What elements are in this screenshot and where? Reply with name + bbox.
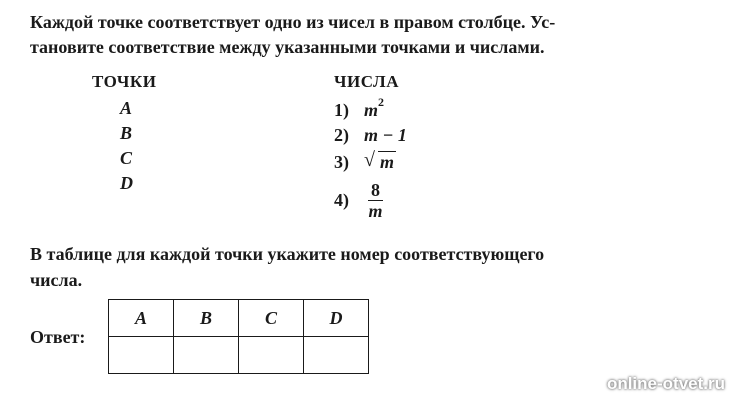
- fraction-expression: [368, 180, 383, 221]
- answer-cell-a[interactable]: [109, 337, 174, 374]
- task-intro: [30, 10, 710, 60]
- number-base-1: m: [364, 100, 379, 120]
- answer-header-d: D: [304, 300, 369, 337]
- answer-header-c: C: [239, 300, 304, 337]
- number-option-4: [334, 180, 383, 221]
- answer-label: Ответ:: [30, 327, 86, 347]
- number-option-3: [334, 149, 396, 173]
- answer-input-row: [109, 337, 369, 374]
- points-header: ТОЧКИ: [92, 72, 157, 91]
- radical-sign-icon: √: [364, 149, 375, 171]
- number-radicand-3: m: [380, 152, 395, 172]
- answer-table: [108, 299, 369, 374]
- number-option-1: [334, 95, 385, 121]
- answer-header-a: A: [109, 300, 174, 337]
- instruction-line-1: В таблице для каждой точки укажите номер соответствующего: [30, 244, 545, 264]
- point-b: B: [120, 123, 133, 143]
- number-index-2: 2): [334, 125, 349, 145]
- task-instruction: [30, 241, 710, 293]
- intro-line-1: Каждой точке соответствует одно из чисел в правом столбце. Ус-: [30, 12, 556, 32]
- numbers-header: ЧИСЛА: [334, 72, 399, 91]
- intro-line-2: тановите соответствие между указанными точками и числами.: [30, 37, 545, 57]
- number-index-3: 3): [334, 152, 349, 172]
- sqrt-expression: [364, 149, 396, 173]
- answer-cell-c[interactable]: [239, 337, 304, 374]
- answer-cell-d[interactable]: [304, 337, 369, 374]
- number-expr-2: m − 1: [364, 125, 407, 145]
- answer-header-b: B: [174, 300, 239, 337]
- number-index-4: 4): [334, 190, 349, 210]
- point-d: D: [120, 173, 133, 193]
- number-index-1: 1): [334, 100, 349, 120]
- number-option-2: [334, 125, 407, 146]
- number-numerator-4: 8: [368, 180, 383, 201]
- answer-header-row: [109, 300, 369, 337]
- answer-cell-b[interactable]: [174, 337, 239, 374]
- point-a: A: [120, 98, 133, 118]
- watermark: online-otvet.ru: [606, 374, 725, 393]
- point-c: C: [120, 148, 133, 168]
- instruction-line-2: числа.: [30, 270, 83, 290]
- number-exponent-1: 2: [378, 95, 385, 109]
- number-denominator-4: m: [368, 201, 383, 221]
